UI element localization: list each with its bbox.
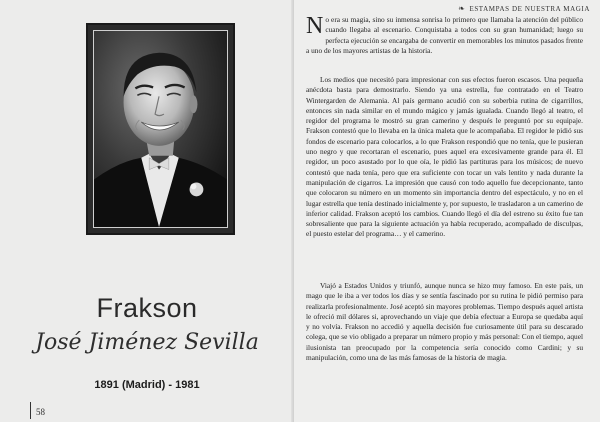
fleuron-icon: ❧ <box>458 4 466 13</box>
margin-rule <box>30 402 31 419</box>
page-number: 58 <box>36 407 45 417</box>
portrait-frame <box>86 23 235 235</box>
drop-cap: N <box>306 13 324 39</box>
running-head <box>458 4 590 13</box>
stage-name: Frakson <box>96 293 198 323</box>
real-name: José Jiménez Sevilla <box>35 330 259 355</box>
running-head-title: ESTAMPAS DE NUESTRA MAGIA <box>469 4 590 13</box>
paragraph-1 <box>306 15 583 56</box>
paragraph-1-text: o era su magia, sino su inmensa sonrisa lo primero que llamaba la atención del público cuando llegaba al escenario. Conquistaba a todos con su gran humanidad; luego su perfecta ejecución se encargaba de convertir en memorables los minutos pasados frente a uno de los mayores artistas de la historia. <box>306 15 583 55</box>
portrait-photo <box>94 31 227 227</box>
right-page <box>294 0 600 422</box>
life-dates: 1891 (Madrid) - 1981 <box>94 379 200 391</box>
left-page <box>0 0 294 422</box>
paragraph-3: Viajó a Estados Unidos y triunfó, aunque nunca se hizo muy famoso. En este país, un mago que le iba a ver todos los días y se sentía fascinado por su rutina le pidió permiso para realizarla profesionalmente. José aceptó sin mayores problemas. Tiempo después aquel artista le ofreció mil dólares si, aprovechando un viaje que debía efectuar a Europa se quedaba aquí y no volvía. Frakson no accedió y aquella decisión fue curiosamente útil para su descarado colega, que se vio obligado a preparar un número propio y más personal: Con el tiempo, aquel ilusionista tan preocupado por la competencia sería conocido como Cardini; y su manipulación, como una de las más famosas de la historia de magia. <box>306 281 583 363</box>
paragraph-2: Los medios que necesitó para impresionar con sus efectos fueron escasos. Una pequeña anécdota basta para demostrarlo. Siendo ya una estrella, fue contratado en el Teatro Wintergarden de Alemania. Al país germano acudió con su soberbia rutina de cigarrillos, entonces sin nada similar en el mundo mágico y jamás igualada. Cuando llegó al teatro, el regidor del programa le mostró su gran camerino y después le preguntó por su equipaje. Frakson contestó que lo llevaba en la única maleta que le acompañaba. El regidor le pidió sus fondos de escenario para colocarlos, a lo que Frakson respondió que no tenía, que le pusieran uno negro y que recortaran el escenario, pues aquel era excesivamente grande para él. El regidor, un poco asustado por lo que oía, le pidió las partituras para los músicos; de nuevo contestó que nada tenía, pero que era suficiente con tocar un vals lentito y nada durante la manipulación de cigarros. La impresión que causó con todo aquello fue decepcionante, tanto que colocaron su número en un momento sin importancia dentro del espectáculo, y no en el lugar estrella que tenía destinado inicialmente y, por supuesto, le trasladaron a un camerino de inferior calidad. Frakson aceptó los cambios. Cuando llegó el día del estreno su éxito fue tan sobresaliente que para la siguiente actuación ya había recuperado, acompañado de disculpas, el puesto estelar del programa… y el camerino. <box>306 75 583 239</box>
portrait-image <box>94 31 227 227</box>
